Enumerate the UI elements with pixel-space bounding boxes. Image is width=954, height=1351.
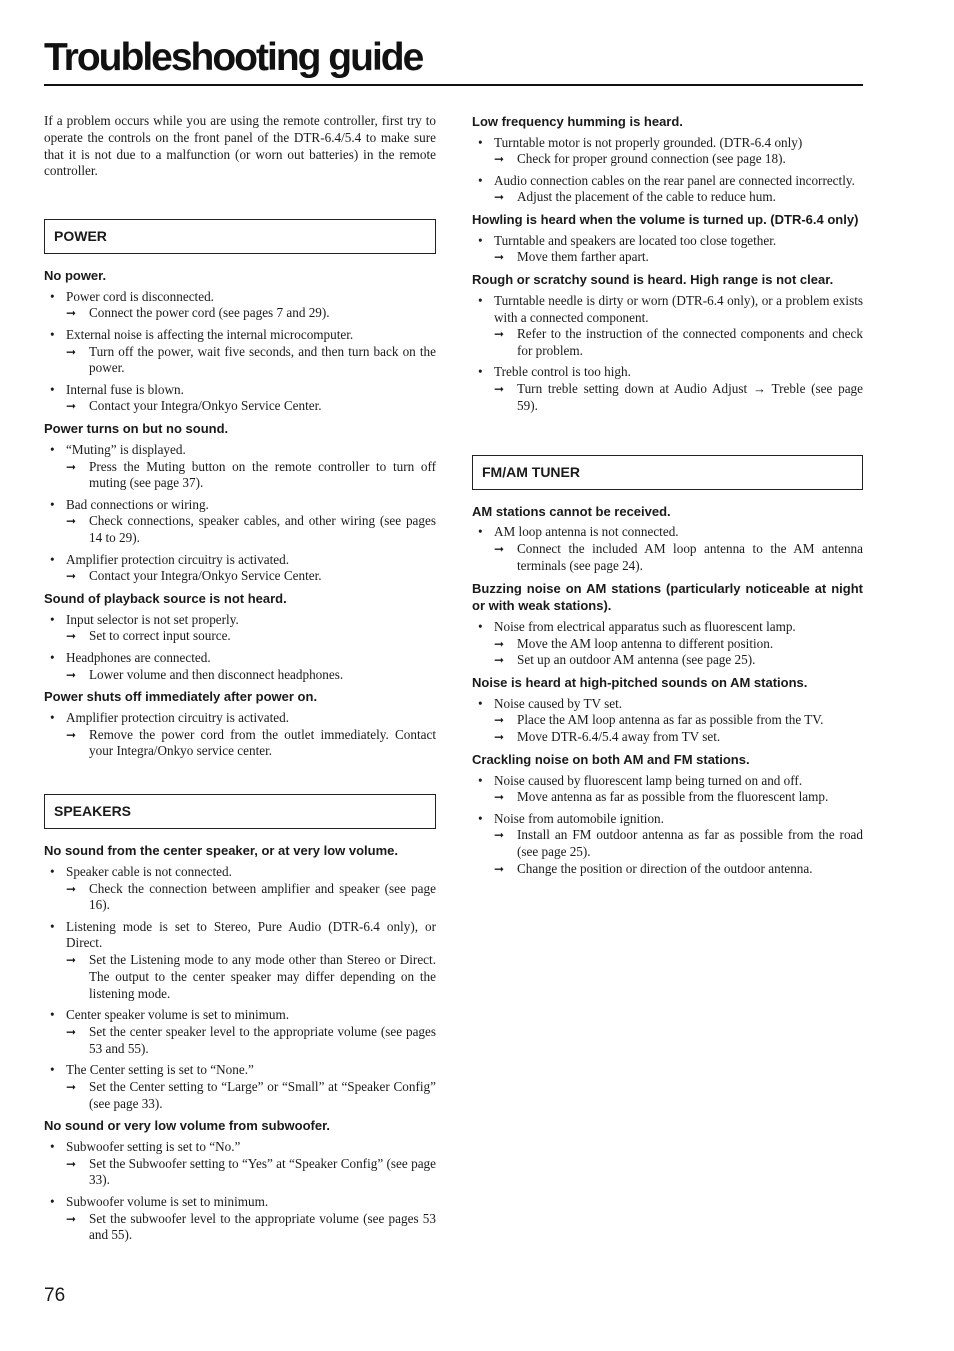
arrow-right-icon: ➞ [494, 790, 505, 805]
remedy-text: Check connections, speaker cables, and other wiring (see pages 14 to 29). [89, 513, 436, 546]
list-item [44, 327, 436, 377]
arrow-right-icon: ➞ [494, 542, 505, 557]
problem-title: Power turns on but no sound. [44, 421, 229, 437]
problem-title: No sound from the center speaker, or at very low volume. [44, 843, 398, 859]
cause-text: Noise caused by fluorescent lamp being turned on and off. [494, 772, 803, 788]
remedy-text: Turn treble setting down at Audio Adjust → Treble (see page 59). [517, 381, 863, 414]
intro-paragraph: If a problem occurs while you are using the remote controller, first try to operate the controls on the front panel of the DTR-6.4/5.4 to make sure that it is not due to a malfunction (or worn out batteries) in the remote controller. [44, 113, 436, 179]
remedy-text: Press the Muting button on the remote controller to turn off muting (see page 37). [89, 458, 436, 491]
remedy-text: Connect the included AM loop antenna to the AM antenna terminals (see page 24). [517, 541, 863, 573]
cause-text: Noise from electrical apparatus such as fluorescent lamp. [494, 618, 796, 634]
remedy [66, 881, 436, 915]
remedy [66, 344, 436, 378]
cause-text: Bad connections or wiring. [66, 496, 209, 512]
problem-title: AM stations cannot be received. [472, 503, 671, 519]
remedy [494, 789, 863, 806]
bullet-icon: • [50, 611, 55, 627]
bullet-icon: • [478, 772, 483, 788]
arrow-right-icon: ➞ [66, 1156, 77, 1171]
cause-text: Subwoofer volume is set to minimum. [66, 1193, 269, 1209]
list-item [44, 650, 436, 684]
cause-text: AM loop antenna is not connected. [494, 524, 679, 540]
arrow-right-icon: ➞ [66, 459, 77, 474]
list-item [44, 289, 436, 323]
arrow-right-icon: ➞ [66, 1079, 77, 1094]
cause-text: Listening mode is set to Stereo, Pure Audio (DTR-6.4 only), or Direct. [66, 918, 436, 951]
remedy-text: Set the subwoofer level to the appropriate volume (see pages 53 and 55). [89, 1210, 436, 1243]
problem-title: Sound of playback source is not heard. [44, 591, 287, 607]
list-item [44, 442, 436, 492]
remedy [66, 952, 436, 1002]
section-heading: POWER [44, 219, 436, 254]
remedy [66, 727, 436, 761]
cause-text: Treble control is too high. [494, 364, 631, 380]
cause-text: Subwoofer setting is set to “No.” [66, 1138, 241, 1154]
section [472, 455, 863, 878]
arrow-right-icon: ➞ [494, 730, 505, 745]
list-item [472, 773, 863, 807]
cause-text: Amplifier protection circuitry is activated. [66, 551, 290, 567]
list-item [44, 552, 436, 586]
remedy-text: Check for proper ground connection (see page 18). [517, 151, 786, 167]
remedy [66, 568, 436, 585]
remedy [494, 249, 863, 266]
problem-title: Noise is heard at high-pitched sounds on AM stations. [472, 675, 808, 691]
remedy-text: Set the center speaker level to the appropriate volume (see pages 53 and 55). [89, 1023, 436, 1056]
page-number: 76 [44, 1285, 66, 1306]
right-column [472, 113, 863, 882]
cause-text: Speaker cable is not connected. [66, 863, 232, 879]
bullet-icon: • [50, 288, 55, 304]
bullet-icon: • [50, 709, 55, 725]
bullet-icon: • [50, 1007, 55, 1023]
arrow-right-icon: ➞ [494, 382, 505, 397]
remedy-text: Turn off the power, wait five seconds, and then turn back on the power. [89, 343, 436, 376]
arrow-right-icon: ➞ [66, 399, 77, 414]
remedy [66, 305, 436, 322]
remedy [66, 1079, 436, 1113]
cause-text: The Center setting is set to “None.” [66, 1061, 254, 1077]
list-item [44, 612, 436, 646]
list-item [44, 919, 436, 1003]
remedy [66, 459, 436, 493]
remedy-text: Move DTR-6.4/5.4 away from TV set. [517, 729, 721, 745]
arrow-right-icon: ➞ [66, 667, 77, 682]
list-item [472, 364, 863, 414]
cause-text: Noise caused by TV set. [494, 695, 623, 711]
remedy-text: Check the connection between amplifier and speaker (see page 16). [89, 880, 436, 913]
arrow-right-icon: ➞ [66, 1024, 77, 1039]
page-title: Troubleshooting guide [44, 36, 423, 79]
problem-title: Power shuts off immediately after power on. [44, 689, 318, 705]
cause-text: “Muting” is displayed. [66, 441, 186, 457]
list-item [44, 1139, 436, 1189]
bullet-icon: • [478, 364, 483, 380]
remedy-text: Set the Subwoofer setting to “Yes” at “Speaker Config” (see page 33). [89, 1155, 436, 1188]
arrow-right-icon: ➞ [494, 828, 505, 843]
arrow-right-icon: ➞ [66, 1211, 77, 1226]
list-item [472, 619, 863, 669]
bullet-icon: • [478, 134, 483, 150]
remedy-text: Lower volume and then disconnect headphones. [89, 666, 344, 682]
remedy-text: Set up an outdoor AM antenna (see page 25). [517, 652, 756, 668]
cause-text: Noise from automobile ignition. [494, 810, 664, 826]
remedy [494, 541, 863, 575]
remedy [494, 827, 863, 861]
problem-title: Rough or scratchy sound is heard. High range is not clear. [472, 272, 834, 288]
cause-text: Audio connection cables on the rear panel are connected incorrectly. [494, 172, 855, 188]
section-heading: SPEAKERS [44, 794, 436, 829]
cause-text: Turntable needle is dirty or worn (DTR-6.4 only), or a problem exists with a connected component. [494, 292, 863, 325]
arrow-right-icon: ➞ [66, 953, 77, 968]
bullet-icon: • [478, 618, 483, 634]
remedy [494, 326, 863, 360]
arrow-right-icon: ➞ [66, 569, 77, 584]
bullet-icon: • [478, 810, 483, 826]
remedy-text: Set the Center setting to “Large” or “Small” at “Speaker Config” (see page 33). [89, 1078, 436, 1111]
remedy-text: Change the position or direction of the outdoor antenna. [517, 861, 813, 877]
remedy-text: Connect the power cord (see pages 7 and 29). [89, 305, 330, 321]
arrow-right-icon: ➞ [66, 344, 77, 359]
remedy [494, 636, 863, 653]
remedy [66, 1024, 436, 1058]
remedy-text: Set to correct input source. [89, 628, 231, 644]
bullet-icon: • [50, 1193, 55, 1209]
bullet-icon: • [50, 381, 55, 397]
remedy-text: Contact your Integra/Onkyo Service Center. [89, 398, 322, 414]
remedy [494, 151, 863, 168]
cause-text: Turntable motor is not properly grounded. (DTR-6.4 only) [494, 134, 803, 150]
title-rule [44, 84, 863, 86]
list-item [44, 497, 436, 547]
section [472, 113, 863, 415]
arrow-right-icon: ➞ [494, 190, 505, 205]
list-item [472, 293, 863, 360]
list-item [44, 382, 436, 416]
arrow-right-icon: ➞ [66, 629, 77, 644]
remedy-text: Contact your Integra/Onkyo Service Center. [89, 568, 322, 584]
cause-text: External noise is affecting the internal microcomputer. [66, 326, 354, 342]
list-item [472, 524, 863, 574]
list-item [44, 1007, 436, 1057]
remedy [494, 189, 863, 206]
list-item [472, 811, 863, 878]
problem-title: Crackling noise on both AM and FM stations. [472, 752, 750, 768]
remedy [494, 729, 863, 746]
remedy-text: Install an FM outdoor antenna as far as possible from the road (see page 25). [517, 827, 863, 860]
arrow-right-icon: ➞ [66, 881, 77, 896]
remedy [66, 628, 436, 645]
remedy [66, 1211, 436, 1245]
cause-text: Input selector is not set properly. [66, 611, 239, 627]
list-item [472, 173, 863, 207]
cause-text: Headphones are connected. [66, 649, 211, 665]
problem-title: No power. [44, 268, 107, 284]
bullet-icon: • [50, 1061, 55, 1077]
remedy-text: Place the AM loop antenna as far as possible from the TV. [517, 712, 824, 728]
remedy-text: Refer to the instruction of the connected components and check for problem. [517, 326, 863, 359]
remedy [66, 667, 436, 684]
arrow-right-icon: ➞ [494, 862, 505, 877]
list-item [44, 1062, 436, 1112]
bullet-icon: • [50, 918, 55, 934]
remedy [66, 1156, 436, 1190]
arrow-right-icon: ➞ [494, 636, 505, 651]
remedy [494, 381, 863, 415]
list-item [472, 233, 863, 267]
list-item [44, 1194, 436, 1244]
problem-title: No sound or very low volume from subwoofer. [44, 1118, 331, 1134]
bullet-icon: • [50, 863, 55, 879]
section [44, 219, 436, 760]
list-item [44, 864, 436, 914]
arrow-right-icon: ➞ [494, 713, 505, 728]
arrow-right-icon: ➞ [66, 306, 77, 321]
cause-text: Power cord is disconnected. [66, 288, 214, 304]
arrow-right-icon: ➞ [494, 653, 505, 668]
list-item [472, 135, 863, 169]
problem-title: Low frequency humming is heard. [472, 114, 683, 129]
list-item [472, 696, 863, 746]
bullet-icon: • [50, 551, 55, 567]
bullet-icon: • [478, 292, 483, 308]
bullet-icon: • [478, 232, 483, 248]
remedy-text: Adjust the placement of the cable to reduce hum. [517, 189, 776, 205]
bullet-icon: • [478, 695, 483, 711]
left-column [44, 113, 436, 1249]
cause-text: Turntable and speakers are located too close together. [494, 232, 777, 248]
remedy [494, 712, 863, 729]
remedy-text: Remove the power cord from the outlet immediately. Contact your Integra/Onkyo service center. [89, 726, 436, 759]
section-heading: FM/AM TUNER [472, 455, 863, 490]
remedy-text: Move them farther apart. [517, 249, 649, 265]
remedy [494, 861, 863, 878]
cause-text: Center speaker volume is set to minimum. [66, 1007, 290, 1023]
cause-text: Amplifier protection circuitry is activated. [66, 709, 290, 725]
bullet-icon: • [478, 172, 483, 188]
remedy [66, 513, 436, 547]
arrow-right-icon: ➞ [494, 327, 505, 342]
bullet-icon: • [50, 649, 55, 665]
remedy [494, 652, 863, 669]
arrow-right-icon: ➞ [494, 250, 505, 265]
problem-title: Buzzing noise on AM stations (particularly noticeable at night or with weak stations). [472, 580, 863, 614]
bullet-icon: • [50, 496, 55, 512]
arrow-right-icon: ➞ [66, 514, 77, 529]
problem-title: Howling is heard when the volume is turned up. (DTR-6.4 only) [472, 212, 859, 228]
arrow-right-icon: ➞ [66, 727, 77, 742]
bullet-icon: • [478, 524, 483, 540]
arrow-right-icon: ➞ [494, 152, 505, 167]
remedy-text: Move antenna as far as possible from the fluorescent lamp. [517, 789, 829, 805]
remedy-text: Move the AM loop antenna to different position. [517, 635, 774, 651]
list-item [44, 710, 436, 760]
remedy-text: Set the Listening mode to any mode other than Stereo or Direct. The output to the center speaker may differ depending on the listening mode. [89, 952, 436, 1001]
section [44, 794, 436, 1244]
bullet-icon: • [50, 326, 55, 342]
remedy [66, 398, 436, 415]
cause-text: Internal fuse is blown. [66, 381, 184, 397]
bullet-icon: • [50, 441, 55, 457]
bullet-icon: • [50, 1138, 55, 1154]
